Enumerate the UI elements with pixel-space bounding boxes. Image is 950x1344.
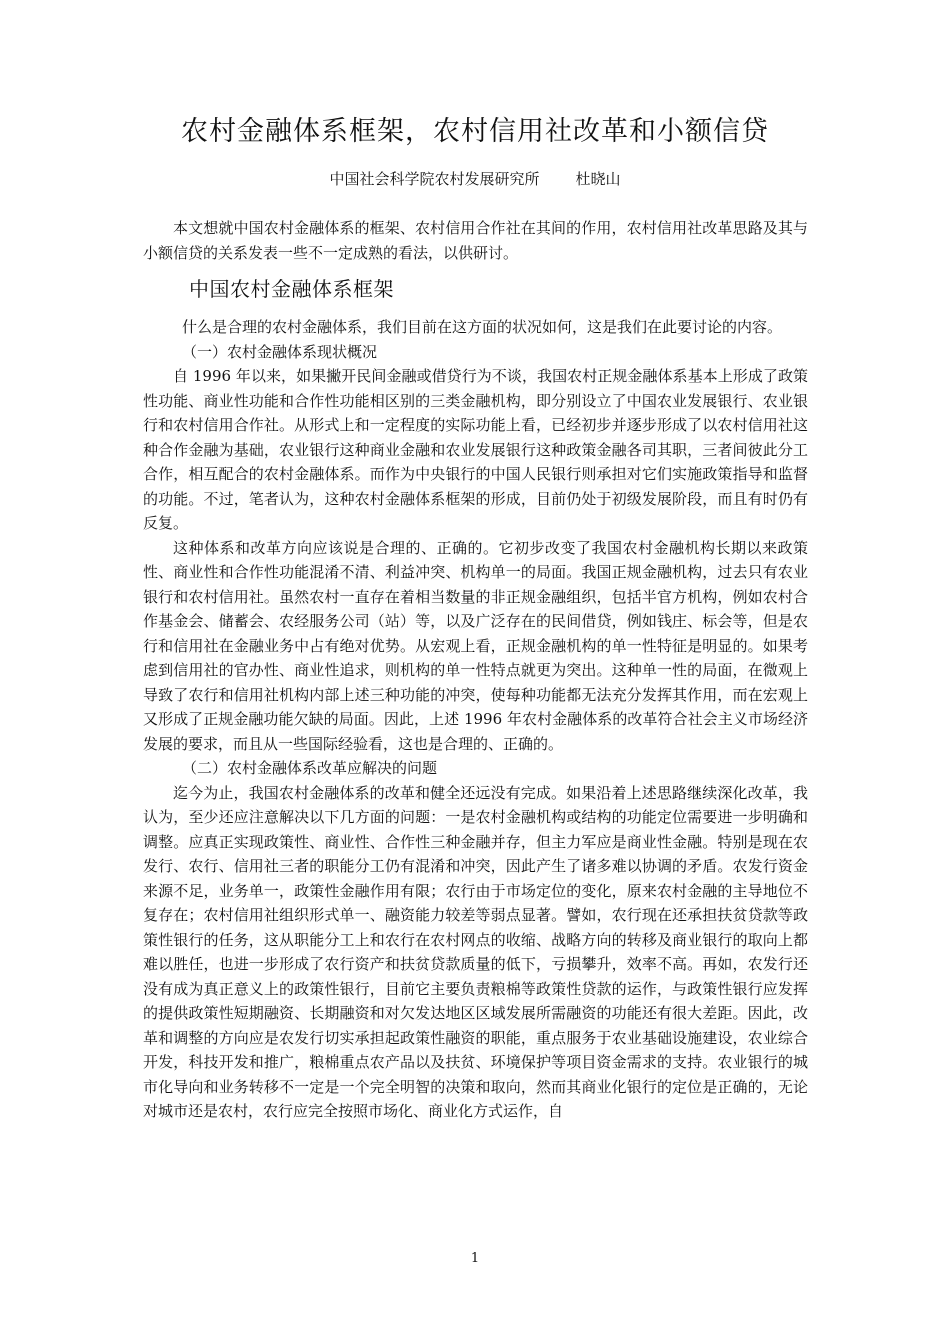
document-body <box>143 216 808 1124</box>
byline <box>0 168 950 190</box>
body-paragraph-3: 迄今为止，我国农村金融体系的改革和健全还远没有完成。如果沿着上述思路继续深化改革，我认为，至少还应注意解决以下几方面的问题：一是农村金融机构或结构的功能定位需要进一步明确和调整。应真正实现政策性、商业性、合作性三种金融并存，但主力军应是商业性金融。特别是现在农发行、农行、信用社三者的职能分工仍有混淆和冲突，因此产生了诸多难以协调的矛盾。农发行资金来源不足，业务单一，政策性金融作用有限；农行由于市场定位的变化，原来农村金融的主导地位不复存在；农村信用社组织形式单一、融资能力较差等弱点显著。譬如，农行现在还承担扶贫贷款等政策性银行的任务，这从职能分工上和农行在农村网点的收缩、战略方向的转移及商业银行的取向上都难以胜任，也进一步形成了农行资产和扶贫贷款质量的低下，亏损攀升，效率不高。再如，农发行还没有成为真正意义上的政策性银行，目前它主要负责粮棉等政策性贷款的运作，与政策性银行应发挥的提供政策性短期融资、长期融资和对欠发达地区区域发展所需融资的功能还有很大差距。因此，改革和调整的方向应是农发行切实承担起政策性融资的职能，重点服务于农业基础设施建设，农业综合开发，科技开发和推广，粮棉重点农产品以及扶贫、环境保护等项目资金需求的支持。农业银行的城市化导向和业务转移不一定是一个完全明智的决策和取向，然而其商业化银行的定位是正确的，无论对城市还是农村，农行应完全按照市场化、商业化方式运作，自 <box>143 783 808 1120</box>
author-affiliation: 中国社会科学院农村发展研究所 <box>329 170 540 188</box>
abstract-paragraph: 本文想就中国农村金融体系的框架、农村信用合作社在其间的作用，农村信用社改革思路及其与小额信贷的关系发表一些不一定成熟的看法，以供研讨。 <box>143 219 808 262</box>
section-heading: 中国农村金融体系框架 <box>189 277 394 301</box>
body-paragraph-2: 这种体系和改革方向应该说是合理的、正确的。它初步改变了我国农村金融机构长期以来政策性、商业性和合作性功能混淆不清、利益冲突、机构单一的局面。我国正规金融机构，过去只有农业银行和农村信用社。虽然农村一直存在着相当数量的非正规金融组织，包括半官方机构，例如农村合作基金会、储蓄会、农经服务公司（站）等，以及广泛存在的民间借贷，例如钱庄、标会等，但是农行和信用社在金融业务中占有绝对优势。从宏观上看，正规金融机构的单一性特征是明显的。如果考虑到信用社的官办性、商业性追求，则机构的单一性特点就更为突出。这种单一性的局面，在微观上导致了农行和信用社机构内部上述三种功能的冲突，使每种功能都无法充分发挥其作用，而在宏观上又形成了正规金融功能欠缺的局面。因此，上述 1996 年农村金融体系的改革符合社会主义市场经济发展的要求，而且从一些国际经验看，这也是合理的、正确的。 <box>143 538 808 753</box>
subsection-heading-2: （二）农村金融体系改革应解决的问题 <box>182 759 438 777</box>
body-paragraph-1: 自 1996 年以来，如果撇开民间金融或借贷行为不谈，我国农村正规金融体系基本上形成了政策性功能、商业性功能和合作性功能相区别的三类金融机构，即分别设立了中国农业发展银行、农业银行和农村信用合作社。从形式上和一定程度的实际功能上看，已经初步并逐步形成了以农村信用社这种合作金融为基础，农业银行这种商业金融和农业发展银行这种政策金融各司其职，三者间彼此分工合作，相互配合的农村金融体系。而作为中央银行的中国人民银行则承担对它们实施政策指导和监督的功能。不过，笔者认为，这种农村金融体系框架的形成，目前仍处于初级发展阶段，而且有时仍有反复。 <box>143 367 808 532</box>
document-title: 农村金融体系框架，农村信用社改革和小额信贷 <box>181 116 769 147</box>
intro-paragraph: 什么是合理的农村金融体系，我们目前在这方面的状况如何，这是我们在此要讨论的内容。 <box>182 318 783 336</box>
author-name: 杜晓山 <box>575 170 621 188</box>
subsection-heading-1: （一）农村金融体系现状概况 <box>182 342 378 361</box>
page-number: 1 <box>470 1251 480 1266</box>
